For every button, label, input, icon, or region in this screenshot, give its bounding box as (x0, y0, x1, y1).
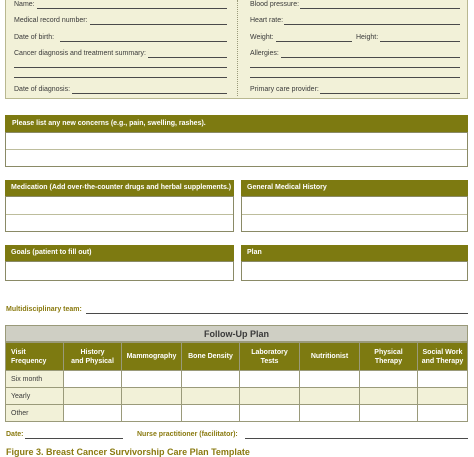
weight-label: Weight: (250, 34, 274, 41)
col-visit-frequency: Visit Frequency (6, 343, 64, 371)
table-cell[interactable] (122, 371, 182, 388)
plan-header (241, 245, 468, 261)
col-physical-therapy: Physical Therapy (360, 343, 418, 371)
table-cell[interactable] (360, 388, 418, 405)
blood-pressure-label: Blood pressure: (250, 1, 300, 8)
row-label: Six month (6, 371, 64, 388)
plan-box[interactable] (241, 261, 468, 281)
mrn-field[interactable] (90, 24, 227, 25)
table-cell[interactable] (240, 405, 300, 422)
date-of-diagnosis-label: Date of diagnosis: (14, 86, 71, 93)
multidisciplinary-team-field[interactable] (86, 313, 468, 314)
cancer-summary-label: Cancer diagnosis and treatment summary: (14, 50, 146, 57)
col-mammography: Mammography (122, 343, 182, 371)
mrn-label: Medical record number: (14, 17, 88, 24)
table-cell[interactable] (300, 405, 360, 422)
table-cell[interactable] (64, 371, 122, 388)
medication-header (5, 180, 234, 196)
concerns-title: Please list any new concerns (e.g., pain, swelling, rashes). (12, 120, 206, 127)
table-cell[interactable] (64, 405, 122, 422)
table-cell[interactable] (240, 388, 300, 405)
table-cell[interactable] (300, 371, 360, 388)
medical-history-title: General Medical History (247, 184, 327, 191)
height-field[interactable] (380, 41, 460, 42)
name-field[interactable] (37, 8, 227, 9)
nurse-practitioner-label: Nurse practitioner (facilitator): (137, 431, 238, 438)
concerns-rule (6, 149, 467, 150)
table-cell[interactable] (300, 388, 360, 405)
medication-rule (6, 214, 233, 215)
table-cell[interactable] (122, 388, 182, 405)
plan-title: Plan (247, 249, 262, 256)
dob-label: Date of birth: (14, 34, 55, 41)
allergies-field-1[interactable] (281, 57, 460, 58)
table-row-other (6, 405, 468, 422)
table-cell[interactable] (182, 405, 240, 422)
goals-header (5, 245, 234, 261)
goals-title: Goals (patient to fill out) (11, 249, 92, 256)
height-label: Height: (356, 34, 379, 41)
follow-up-title: Follow-Up Plan (204, 329, 269, 339)
cancer-summary-field-3[interactable] (14, 77, 227, 78)
table-cell[interactable] (418, 405, 468, 422)
multidisciplinary-team-label: Multidisciplinary team: (6, 306, 82, 313)
allergies-field-2[interactable] (250, 67, 460, 68)
table-cell[interactable] (182, 371, 240, 388)
allergies-label: Allergies: (250, 50, 279, 57)
table-cell[interactable] (418, 388, 468, 405)
medical-history-header (241, 180, 468, 196)
weight-field[interactable] (276, 41, 352, 42)
table-cell[interactable] (122, 405, 182, 422)
follow-up-table (5, 342, 468, 422)
table-cell[interactable] (418, 371, 468, 388)
date-label: Date: (6, 431, 24, 438)
col-social-work: Social Work and Therapy (418, 343, 468, 371)
panel-divider (237, 0, 238, 96)
primary-care-field[interactable] (320, 93, 460, 94)
goals-box[interactable] (5, 261, 234, 281)
row-label: Other (6, 405, 64, 422)
date-of-diagnosis-field[interactable] (72, 93, 227, 94)
heart-rate-field[interactable] (284, 24, 460, 25)
col-bone-density: Bone Density (182, 343, 240, 371)
col-laboratory-tests: Laboratory Tests (240, 343, 300, 371)
dob-field[interactable] (60, 41, 227, 42)
table-cell[interactable] (64, 388, 122, 405)
table-cell[interactable] (360, 371, 418, 388)
follow-up-title-bar (5, 325, 468, 342)
heart-rate-label: Heart rate: (250, 17, 284, 24)
medical-history-rule (242, 214, 467, 215)
primary-care-label: Primary care provider: (250, 86, 319, 93)
table-cell[interactable] (360, 405, 418, 422)
table-cell[interactable] (182, 388, 240, 405)
medication-title: Medication (Add over-the-counter drugs and herbal supplements.) (11, 184, 232, 191)
col-history-physical: History and Physical (64, 343, 122, 371)
cancer-summary-field-1[interactable] (148, 57, 227, 58)
date-field[interactable] (25, 438, 123, 439)
nurse-practitioner-field[interactable] (245, 438, 468, 439)
table-row-six-month (6, 371, 468, 388)
col-nutritionist: Nutritionist (300, 343, 360, 371)
table-cell[interactable] (240, 371, 300, 388)
name-label: Name: (14, 1, 35, 8)
follow-up-header-row (6, 343, 468, 371)
table-row-yearly (6, 388, 468, 405)
allergies-field-3[interactable] (250, 77, 460, 78)
blood-pressure-field[interactable] (300, 8, 460, 9)
concerns-header (5, 115, 468, 132)
figure-caption: Figure 3. Breast Cancer Survivorship Care Plan Template (6, 447, 250, 457)
row-label: Yearly (6, 388, 64, 405)
cancer-summary-field-2[interactable] (14, 67, 227, 68)
